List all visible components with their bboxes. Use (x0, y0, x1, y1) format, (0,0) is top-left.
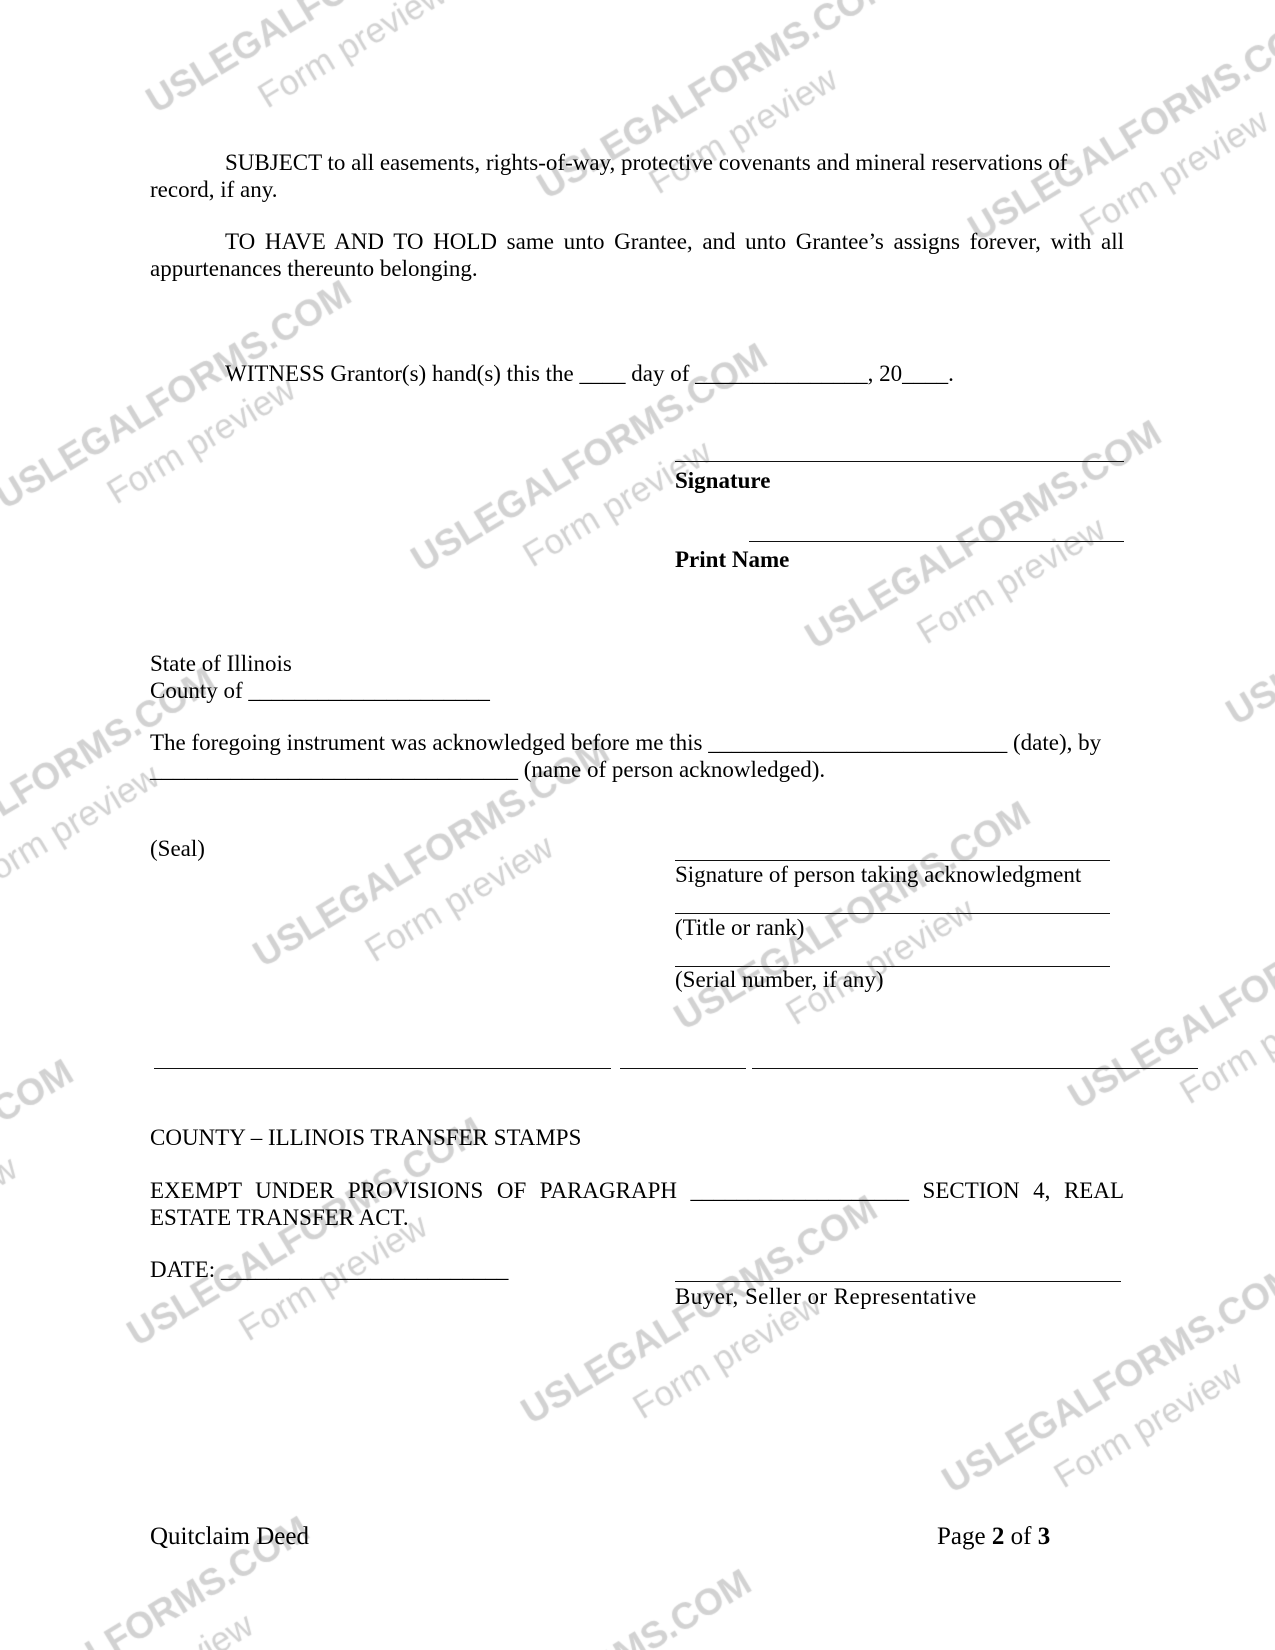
notary-state: State of Illinois (150, 651, 292, 676)
exemption-statement: EXEMPT UNDER PROVISIONS OF PARAGRAPH ___________________ SECTION 4, REAL ESTATE TRANSFER ACT. (150, 1178, 1124, 1231)
stamp-separator-middle (620, 1068, 746, 1069)
buyer-signature-label: Buyer, Seller or Representative (675, 1284, 977, 1309)
subject-clause: SUBJECT to all easements, rights-of-way, protective covenants and mineral reservations of record, if any. (150, 150, 1068, 203)
seal-placeholder: (Seal) (150, 836, 205, 861)
print-name-label: Print Name (675, 547, 790, 572)
grantor-signature-line (675, 461, 1124, 462)
page-total: 3 (1037, 1523, 1051, 1550)
stamp-separator-left (154, 1068, 611, 1069)
footer-title: Quitclaim Deed (150, 1523, 309, 1550)
notary-signature-label: Signature of person taking acknowledgment (675, 862, 1082, 887)
print-name-line (749, 541, 1124, 542)
grantor-signature-label: Signature (675, 468, 771, 493)
page-of: of (1010, 1523, 1032, 1550)
stamp-separator-right (752, 1068, 1198, 1069)
witness-line: WITNESS Grantor(s) hand(s) this the ____ day of _______________, 20____. (225, 361, 954, 386)
stamp-date-line: DATE: _________________________ (150, 1257, 509, 1282)
page-current: 2 (991, 1523, 1005, 1550)
page-number (937, 1523, 1050, 1551)
acknowledgment-statement: The foregoing instrument was acknowledged before me this __________________________ (date), by ________________________________ (name of person acknowledged). (150, 730, 1102, 783)
notary-serial-label: (Serial number, if any) (675, 967, 884, 992)
page-label: Page (937, 1523, 986, 1550)
transfer-stamps-heading: COUNTY – ILLINOIS TRANSFER STAMPS (150, 1125, 582, 1150)
habendum-clause: TO HAVE AND TO HOLD same unto Grantee, and unto Grantee’s assigns forever, with all appurtenances thereunto belonging. (150, 229, 1124, 282)
buyer-signature-line (675, 1281, 1121, 1282)
notary-title-label: (Title or rank) (675, 915, 805, 940)
notary-county: County of _____________________ (150, 678, 490, 703)
